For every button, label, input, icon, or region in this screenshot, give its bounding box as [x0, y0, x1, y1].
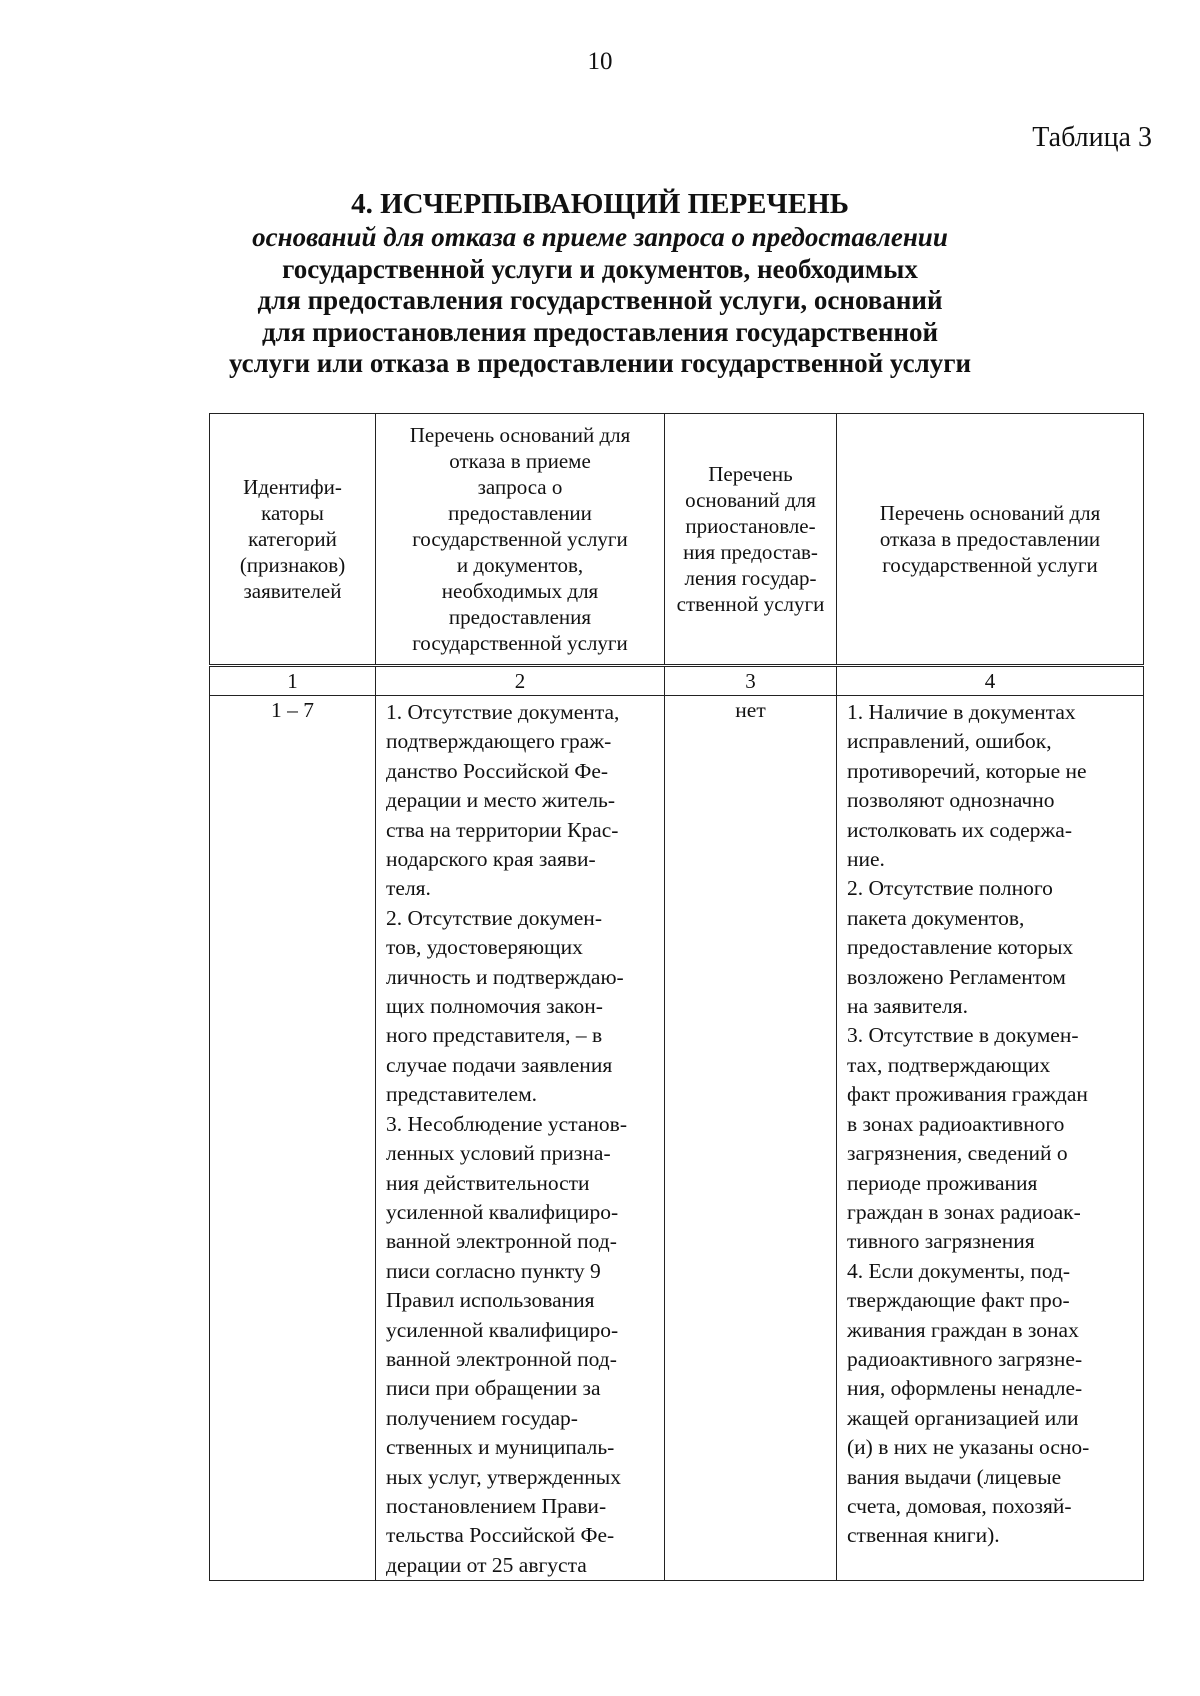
- cell-service-refusal: [837, 696, 1144, 1581]
- header-cell-request-refusal: [376, 414, 665, 666]
- page-number: 10: [587, 48, 613, 75]
- heading-line-3: для предоставления государственной услуги, оснований: [257, 285, 943, 315]
- header-cell-service-refusal: [837, 414, 1144, 666]
- table-row: [210, 696, 1144, 1581]
- heading-line-4: для приостановления предоставления государственной: [261, 316, 938, 347]
- document-heading: [0, 186, 1200, 380]
- column-number: 2: [376, 666, 665, 696]
- table-label: Таблица 3: [1032, 122, 1152, 153]
- header-cell-suspension: [665, 414, 837, 666]
- grounds-table: [209, 413, 1144, 1581]
- header-label: Перечень оснований для отказа в предоставлении государственной услуги: [879, 501, 1101, 577]
- header-label: Перечень оснований для отказа в приеме запроса о предоставлении государственной услуги и документов, необходимых для предоставления государственной услуги: [409, 423, 631, 655]
- heading-title: 4. ИСЧЕРПЫВАЮЩИЙ ПЕРЕЧЕНЬ: [351, 188, 849, 220]
- cell-suspension: нет: [665, 696, 837, 1581]
- cell-applicant-ids: 1 – 7: [210, 696, 376, 1581]
- cell-text: 1. Отсутствие документа, подтверждающего граж- данство Российской Фе- дерации и место житель- ства на территории Крас- нодарского края заяви- теля. 2. Отсутствие докумен- тов, удостоверяющих личность и подтверждаю- щих полномочия закон- ного представителя, – в случае подачи заявления представителем. 3. Несоблюдение установ- ленных условий призна- ния действительности усиленной квалифициро- ванной электронной под- писи согласно пункту 9 Правил использования усиленной квалифициро- ванной электронной под- писи при обращении за получением государ- ственных и муниципаль- ных услуг, утвержденных постановлением Прави- тельства Российской Фе- дерации от 25 августа: [386, 700, 627, 1577]
- header-label: Перечень оснований для приостановле- ния предостав- ления государ- ственной услуги: [676, 462, 825, 616]
- header-cell-applicant-ids: [210, 414, 376, 666]
- heading-line-1: оснований для отказа в приеме запроса о предоставлении: [252, 222, 948, 252]
- header-label: Идентифи- каторы категорий (признаков) заявителей: [239, 475, 346, 603]
- column-number: 3: [665, 666, 837, 696]
- column-number-row: [210, 666, 1144, 696]
- heading-line-2: государственной услуги и документов, необходимых: [282, 253, 918, 284]
- heading-line-5: услуги или отказа в предоставлении государственной услуги: [228, 348, 972, 378]
- column-number: 1: [210, 666, 376, 696]
- cell-text: 1. Наличие в документах исправлений, ошибок, противоречий, которые не позволяют однозначно истолковать их содержа- ние. 2. Отсутствие полного пакета документов, предоставление которых возложено Регламентом на заявителя. 3. Отсутствие в докумен- тах, подтверждающих факт проживания граждан в зонах радиоактивного загрязнения, сведений о периоде проживания граждан в зонах радиоак- тивного загрязнения 4. Если документы, под- тверждающие факт про- живания граждан в зонах радиоактивного загрязне- ния, оформлены ненадле- жащей организацией или (и) в них не указаны осно- вания выдачи (лицевые счета, домовая, похозяй- ственная книги).: [847, 700, 1090, 1548]
- column-number: 4: [837, 666, 1144, 696]
- table-header-row: [210, 414, 1144, 666]
- cell-request-refusal: [376, 696, 665, 1581]
